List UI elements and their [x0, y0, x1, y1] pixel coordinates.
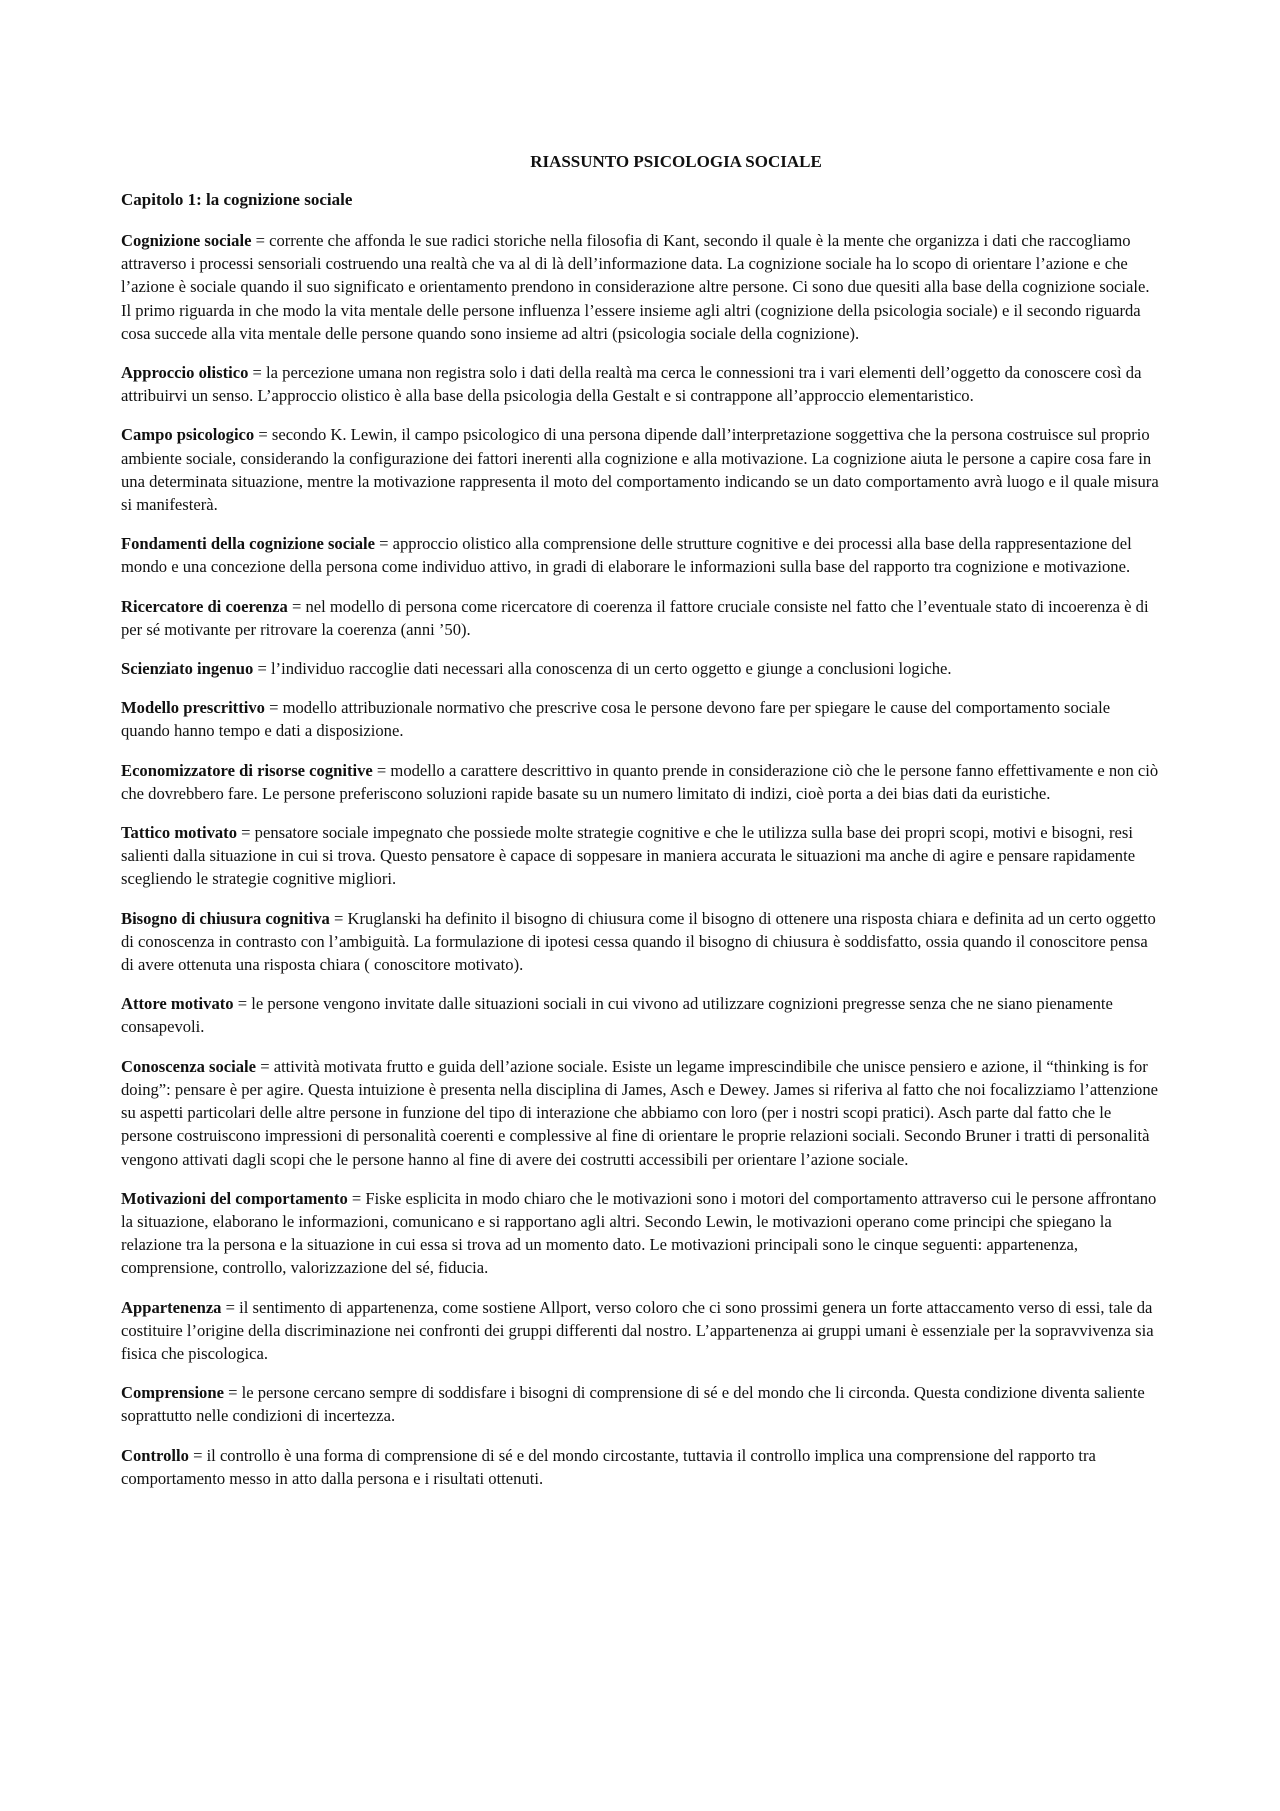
- entry-motivazioni-comportamento: [121, 1187, 1161, 1280]
- entry-term: Comprensione: [121, 1383, 224, 1403]
- entry-text: = il sentimento di appartenenza, come sostiene Allport, verso coloro che ci sono prossimi genera un forte attaccamento verso di essi, tale da costituire l’origine della discriminazione nei confronti dei gruppi differenti dal nostro. L’appartenenza ai gruppi umani è essenziale per la sopravvivenza sia fisica che piscologica.: [121, 1297, 1154, 1363]
- document-page: [121, 150, 1161, 1506]
- entry-text: = modello attribuzionale normativo che prescrive cosa le persone devono fare per spiegare le cause del comportamento sociale quando hanno tempo e dati a disposizione.: [121, 698, 1111, 741]
- entry-text: = pensatore sociale impegnato che possiede molte strategie cognitive e che le utilizza sulla base dei propri scopi, motivi e bisogni, resi salienti dalla situazione in cui si trova. Questo pensatore è capace di soppesare in maniera accurata le situazioni ma anche di agire e pensare rapidamente scegliendo le strategie cognitive migliori.: [121, 823, 1136, 889]
- entry-modello-prescrittivo: [121, 696, 1161, 742]
- entry-appartenenza: [121, 1296, 1161, 1366]
- entry-text: = le persone cercano sempre di soddisfare i bisogni di comprensione di sé e del mondo che li circonda. Questa condizione diventa saliente soprattutto nelle condizioni di incertezza.: [121, 1383, 1145, 1426]
- entry-term: Ricercatore di coerenza: [121, 596, 288, 616]
- entry-term: Appartenenza: [121, 1297, 222, 1317]
- entry-term: Attore motivato: [121, 994, 234, 1014]
- entry-term: Modello prescrittivo: [121, 698, 265, 718]
- entry-text: = Kruglanski ha definito il bisogno di chiusura come il bisogno di ottenere una risposta chiara e definita ad un certo oggetto di conoscenza in contrasto con l’ambiguità. La formulazione di ipotesi cessa quando il bisogno di chiusura è soddisfatto, ossia quando il conoscitore pensa di avere ottenuta una risposta chiara ( conoscitore motivato).: [121, 908, 1156, 975]
- entry-term: Fondamenti della cognizione sociale: [121, 534, 375, 554]
- entry-economizzatore-risorse: [121, 759, 1161, 805]
- entry-tattico-motivato: [121, 821, 1161, 891]
- entry-text: = approccio olistico alla comprensione delle strutture cognitive e dei processi alla base della rappresentazione del mondo e una concezione della persona come individuo attivo, in gradi di elaborare le informazioni sulla base del rapporto tra cognizione e motivazione.: [121, 534, 1132, 577]
- entry-text: = la percezione umana non registra solo i dati della realtà ma cerca le connessioni tra i vari elementi dell’oggetto da conoscere così da attribuirvi un senso. L’approccio olistico è alla base della psicologia della Gestalt e si contrappone all’approccio elementaristico.: [121, 363, 1142, 406]
- entry-conoscenza-sociale: [121, 1055, 1161, 1171]
- entry-approccio-olistico: [121, 361, 1161, 407]
- entry-ricercatore-coerenza: [121, 595, 1161, 641]
- entry-fondamenti-cognizione-sociale: [121, 532, 1161, 578]
- entry-term: Campo psicologico: [121, 425, 255, 445]
- entry-term: Controllo: [121, 1445, 189, 1465]
- chapter-heading: Capitolo 1: la cognizione sociale: [121, 190, 353, 209]
- entry-term: Cognizione sociale: [121, 231, 252, 250]
- entry-term: Bisogno di chiusura cognitiva: [121, 908, 330, 928]
- entry-term: Motivazioni del comportamento: [121, 1188, 348, 1208]
- entry-text: = secondo K. Lewin, il campo psicologico di una persona dipende dall’interpretazione soggettiva che la persona costruisce sul proprio ambiente sociale, considerando la configurazione dei fattori inerenti alla cognizione e alla motivazione. La cognizione aiuta le persone a capire cosa fare in una determinata situazione, mentre la motivazione rappresenta il moto del comportamento indicando se un dato comportamento avrà luogo e il quale misura si manifesterà.: [121, 425, 1159, 515]
- entry-term: Conoscenza sociale: [121, 1056, 257, 1076]
- entry-text: = attività motivata frutto e guida dell’azione sociale. Esiste un legame imprescindibile che unisce pensiero e azione, il “thinking is for doing”: pensare è per agire. Questa intuizione è presenta nella disciplina di James, Asch e Dewey. James si riferiva al fatto che noi focalizziamo l’attenzione su aspetti particolari delle altre persone in funzione del tipo di interazione che abbiamo con loro (per i nostri scopi pratici). Asch parte dal fatto che le persone costruiscono impressioni di personalità coerenti e complessive al fine di orientare le proprie relazioni sociali. Secondo Bruner i tratti di personalità vengono attivati dagli scopi che le persone hanno al fine di avere dei costrutti accessibili per orientare l’azione sociale.: [121, 1056, 1159, 1169]
- entry-comprensione: [121, 1381, 1161, 1427]
- entry-bisogno-chiusura: [121, 907, 1161, 977]
- entry-text: = il controllo è una forma di comprensione di sé e del mondo circostante, tuttavia il controllo implica una comprensione del rapporto tra comportamento messo in atto dalla persona e i risultati ottenuti.: [121, 1445, 1096, 1488]
- entry-scienziato-ingenuo: [121, 657, 1161, 680]
- entry-text: = l’individuo raccoglie dati necessari alla conoscenza di un certo oggetto e giunge a conclusioni logiche.: [253, 659, 952, 679]
- entry-text: = corrente che affonda le sue radici storiche nella filosofia di Kant, secondo il quale è la mente che organizza i dati che raccogliamo attraverso i processi sensoriali costruendo una realtà che va al di là dell’informazione data. La cognizione sociale ha lo scopo di orientare l’azione e che l’azione è sociale quando il suo significato e orientamento prendono in considerazione altre persone. Ci sono due quesiti alla base della cognizione sociale. Il primo riguarda in che modo la vita mentale delle persone influenza l’essere insieme agli altri (cognizione della psicologia sociale) e il secondo riguarda cosa succede alla vita mentale delle persone quando sono insieme ad altri (psicologia sociale della cognizione).: [121, 231, 1150, 343]
- document-title: RIASSUNTO PSICOLOGIA SOCIALE: [530, 152, 822, 171]
- entry-attore-motivato: [121, 992, 1161, 1038]
- entry-term: Approccio olistico: [121, 363, 249, 383]
- entry-text: = nel modello di persona come ricercatore di coerenza il fattore cruciale consiste nel fatto che l’eventuale stato di incoerenza è di per sé motivante per ritrovare la coerenza (anni ’50).: [121, 596, 1149, 639]
- entry-campo-psicologico: [121, 423, 1161, 516]
- entry-term: Scienziato ingenuo: [121, 659, 254, 679]
- entry-text: = Fiske esplicita in modo chiaro che le motivazioni sono i motori del comportamento attraverso cui le persone affrontano la situazione, elaborano le informazioni, comunicano e si rapportano agli altri. Secondo Lewin, le motivazioni operano come principi che spiegano la relazione tra la persona e la situazione in cui essa si trova ad un momento dato. Le motivazioni principali sono le cinque seguenti: appartenenza, comprensione, controllo, valorizzazione del sé, fiducia.: [121, 1188, 1157, 1278]
- entry-term: Economizzatore di risorse cognitive: [121, 760, 373, 780]
- entry-cognizione-sociale: [121, 229, 1161, 345]
- entry-term: Tattico motivato: [121, 823, 237, 843]
- entry-text: = le persone vengono invitate dalle situazioni sociali in cui vivono ad utilizzare cognizioni pregresse senza che ne siano pienamente consapevoli.: [121, 994, 1113, 1037]
- entry-controllo: [121, 1444, 1161, 1490]
- entry-text: = modello a carattere descrittivo in quanto prende in considerazione ciò che le persone fanno effettivamente e non ciò che dovrebbero fare. Le persone preferiscono soluzioni rapide basate su un numero limitato di indizi, cioè porta a dei bias dati da euristiche.: [121, 760, 1159, 803]
